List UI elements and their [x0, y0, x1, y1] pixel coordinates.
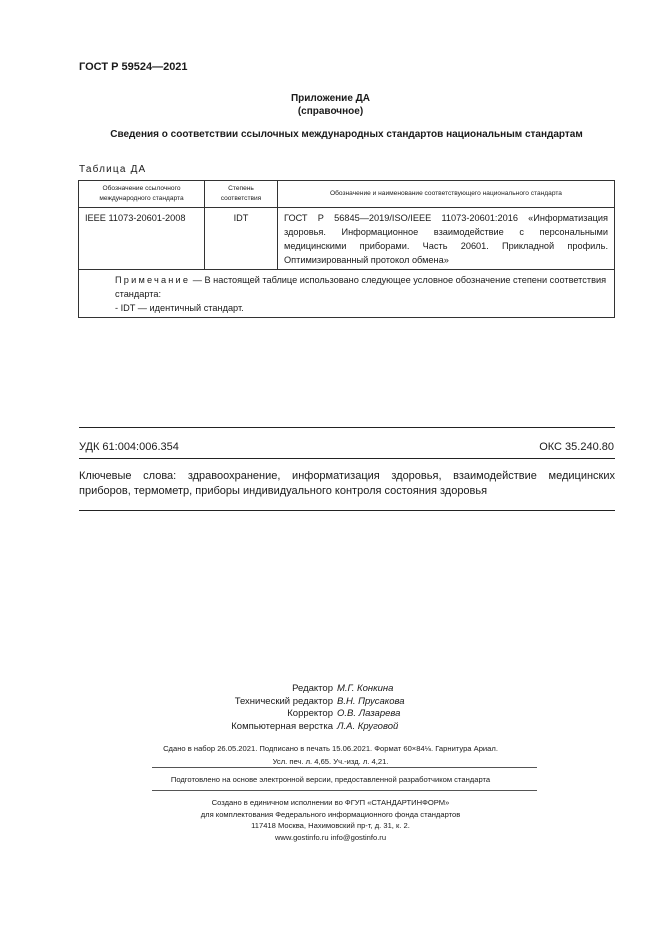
credit-name: О.В. Лазарева: [337, 708, 401, 719]
credit-row: [0, 683, 661, 696]
cell-degree: IDT: [205, 208, 278, 270]
credit-name: Л.А. Круговой: [337, 720, 399, 732]
credit-row: [0, 696, 661, 709]
prepared-divider: [152, 790, 537, 791]
credit-name: М.Г. Конкина: [337, 683, 394, 694]
table-note: [79, 270, 615, 318]
document-code: ГОСТ Р 59524—2021: [79, 61, 188, 73]
header-degree: Степень соответствия: [205, 181, 278, 208]
imprint-divider: [152, 767, 537, 768]
credit-role: Компьютерная верстка: [231, 720, 333, 732]
annex-heading: Сведения о соответствии ссылочных международных стандартов национальным стандартам: [110, 129, 583, 140]
imprint-block: [0, 743, 661, 768]
table-caption: Таблица ДА: [79, 164, 147, 175]
header-national-standard: Обозначение и наименование соответствующего национального стандарта: [278, 181, 615, 208]
credit-role: Редактор: [292, 683, 333, 694]
annex-subtitle: (справочное): [297, 106, 364, 117]
standards-table: [78, 180, 615, 318]
divider-top: [79, 427, 615, 428]
credit-row: [0, 721, 661, 734]
annex-title-block: [0, 92, 661, 118]
publisher-block: [0, 797, 661, 843]
publisher-contacts: www.gostinfo.ru info@gostinfo.ru: [274, 832, 387, 842]
oks-code: ОКС 35.240.80: [539, 441, 614, 453]
imprint-line: Сдано в набор 26.05.2021. Подписано в печать 15.06.2021. Формат 60×84⅛. Гарнитура Ариал.: [163, 744, 498, 753]
credits-block: [0, 683, 661, 733]
cell-national-standard: ГОСТ Р 56845—2019/ISO/IEEE 11073-20601:2016 «Информатизация здоровья. Информационное взаимодействие с персональными медицинскими приборами. Часть 20601. Прикладной профиль. Оптимизированный протокол обмена»: [278, 208, 615, 270]
table-header-row: [79, 181, 615, 208]
table-left-border-extension: [78, 300, 79, 315]
prepared-note: Подготовлено на основе электронной версии, предоставленной разработчиком стандарта: [170, 775, 491, 784]
publisher-line: для комплектования Федерального информационного фонда стандартов: [200, 809, 461, 819]
divider-middle: [79, 458, 615, 459]
note-label: Примечание: [115, 275, 191, 285]
udk-code: УДК 61:004:006.354: [79, 441, 179, 453]
table-row: [79, 208, 615, 270]
table-note-row: [79, 270, 615, 318]
annex-title: Приложение ДА: [290, 93, 371, 104]
credit-role: Корректор: [287, 708, 333, 719]
credit-name: В.Н. Прусакова: [337, 695, 405, 707]
note-item: - IDT — идентичный стандарт.: [115, 303, 244, 313]
cell-intl-standard: IEEE 11073-20601-2008: [79, 208, 205, 270]
publisher-line: Создано в единичном исполнении во ФГУП «СТАНДАРТИНФОРМ»: [211, 798, 450, 807]
header-intl-standard: Обозначение ссылочного международного стандарта: [79, 181, 205, 208]
keywords: Ключевые слова: здравоохранение, информатизация здоровья, взаимодействие медицинских приборов, термометр, приборы индивидуального контроля состояния здоровья: [79, 470, 615, 497]
note-text: — В настоящей таблице использовано следующее условное обозначение степени соответствия стандарта:: [115, 275, 607, 299]
imprint-line: Усл. печ. л. 4,65. Уч.-изд. л. 4,21.: [272, 756, 389, 766]
publisher-line: 117418 Москва, Нахимовский пр-т, д. 31, к. 2.: [251, 821, 410, 830]
divider-bottom: [79, 510, 615, 511]
credit-row: [0, 708, 661, 721]
credit-role: Технический редактор: [234, 695, 333, 707]
